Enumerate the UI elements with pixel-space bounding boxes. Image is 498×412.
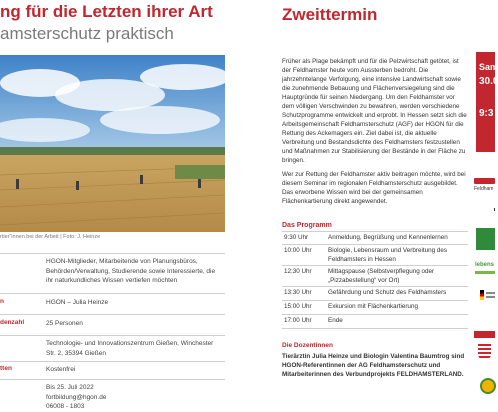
lebensraum-logo-bar (475, 271, 495, 274)
detail-row (0, 293, 225, 314)
detail-row (0, 379, 225, 410)
photo-caption: rtier“innen bei der Arbeit | Foto: J. Heinze (0, 234, 101, 240)
detail-value: HGON-Mitglieder, Mitarbeitende von Planungsbüros, Behörden/Verwaltung, Studierende sowie Interessierte, die ihr naturkundliches Wissen vertiefen möchten (46, 258, 216, 284)
seminar-paragraph: Wer zur Rettung der Feldhamster aktiv beitragen möchte, wird bei diesem Seminar im regionalen Feldhamsterschutz ausgebildet. Das erworbene Wissen wird bei der gemeinsamen Flächenkartierung direkt angewendet. (282, 171, 466, 205)
program-time: 10:00 Uhr (284, 247, 312, 254)
detail-value: Technologie- und Innovationszentrum Gießen, Winchester Str. 2, 35394 Gießen (46, 340, 214, 357)
date-box-time: 9:3 (479, 108, 494, 119)
bfn-logo (476, 228, 495, 250)
lecturers-text: Tierärztin Julia Heinze und Biologin Valentina Baumtrog sind HGON-Referentinnen der AG Feldhamsterschutz und Mitarbeiterinnen des Verbundprojekts FELDHAMSTERLAND. (282, 353, 465, 378)
program-desc: Exkursion mit Flächenkartierung (328, 303, 418, 310)
detail-row (0, 253, 225, 293)
divider (282, 286, 468, 287)
field-photo (0, 55, 225, 232)
intro-paragraph: Früher als Plage bekämpft und für die Pelzwirtschaft getötet, ist der Feldhamster heute vom Aussterben bedroht. Die jahrzehntelange Verfolgung, eine intensive Landwirtschaft sowie die zunehmende Bebauung und Flächenversiegelung sind die Hauptgründe für seinen Niedergang. Um den Feldhamster vor dem völligen Verschwinden zu bewahren, werden verschiedene Schutzprogramme entwickelt und erprobt. In Hessen setzt sich die Arbeitsgemeinschaft Feldhamsterschutz (AGF) der HGON für die Rettung des Ackemagers ein. Ziel dabei ist, die aktuelle Verbreitung und Bestandsdichte des Feldhamsters festzustellen und Maßnahmen zur Stabilisierung der Bestände in der Fläche zu bringen. (282, 58, 467, 164)
detail-row (0, 335, 225, 362)
program-time: 12:30 Uhr (284, 268, 312, 275)
program-heading: Das Programm (282, 222, 332, 229)
left-title-line2: amsterschutz praktisch (0, 24, 174, 43)
divider (282, 265, 468, 266)
federal-eagle-icon (480, 290, 484, 300)
detail-value: HGON – Julia Heinze (46, 299, 109, 306)
ministry-logo-text (486, 296, 495, 298)
date-box (476, 52, 498, 152)
detail-label: tten (0, 365, 12, 372)
partner-round-logo-icon (480, 378, 496, 394)
date-box-day: Sam (479, 62, 498, 72)
program-time: 13:30 Uhr (284, 289, 312, 296)
program-time: 9:30 Uhr (284, 234, 309, 241)
date-box-date: 30.0 (479, 76, 498, 87)
divider (282, 300, 468, 301)
program-desc: Gefährdung und Schutz des Feldhamsters (328, 289, 447, 296)
feldhamster-logo-mark (474, 178, 495, 184)
program-desc: Mittagspause (Selbstverpflegung oder „Pizzabestellung“ vor Ort) (328, 268, 435, 284)
program-desc: Biologie, Lebensraum und Verbreitung des Feldhamsters in Hessen (328, 247, 448, 263)
lebensraum-logo: lebens (475, 262, 495, 268)
divider (282, 231, 468, 232)
detail-label: n (0, 298, 4, 305)
hessen-lion-crest-icon (478, 344, 491, 360)
detail-value: 25 Personen (46, 320, 83, 327)
program-time: 17:00 Uhr (284, 317, 312, 324)
feldhamster-logo-label: Feldham (474, 186, 494, 192)
detail-row (0, 314, 225, 335)
second-date-title: Zweittermin (282, 5, 378, 24)
partner-logos (474, 178, 495, 400)
divider (282, 244, 468, 245)
divider (282, 328, 468, 329)
detail-row (0, 361, 225, 380)
registration-contact: Bis 25. Juli 2022 fortbildung@hgon.de 06008 - 1803 (46, 384, 107, 410)
divider (494, 208, 495, 211)
left-title-line1: ng für die Letzten ihrer Art (0, 2, 213, 21)
hessen-logo-banner (474, 331, 495, 338)
program-desc: Anmeldung, Begrüßung und Kennenlernen (328, 234, 448, 241)
divider (282, 314, 468, 315)
detail-label: denzahl (0, 319, 25, 326)
program-time: 15:00 Uhr (284, 303, 312, 310)
ministry-logo-text (486, 292, 495, 294)
detail-value: Kostenfrei (46, 366, 76, 373)
lecturers-heading: Die Dozentinnen (282, 342, 333, 349)
program-desc: Ende (328, 317, 343, 324)
